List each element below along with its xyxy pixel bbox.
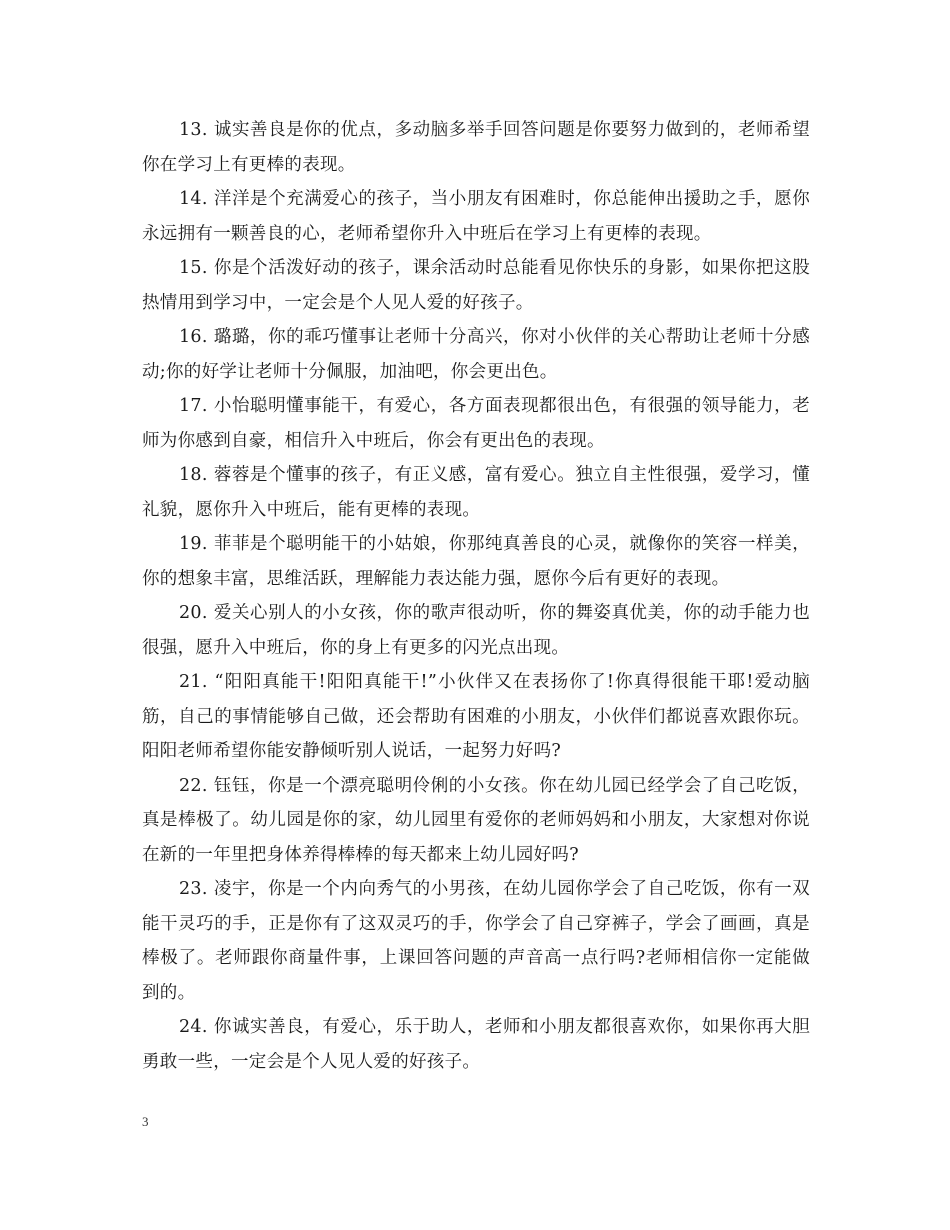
paragraph-13: 13. 诚实善良是你的优点，多动脑多举手回答问题是你要努力做到的，老师希望你在学习上有更棒的表现。 xyxy=(142,120,810,175)
paragraph-23: 23. 凌宇，你是一个内向秀气的小男孩，在幼儿园你学会了自己吃饭，你有一双能干灵巧的手，正是你有了这双灵巧的手，你学会了自己穿裤子，学会了画画，真是棒极了。老师跟你商量件事，上课回答问题的声音高一点行吗?老师相信你一定能做到的。 xyxy=(142,879,810,1003)
paragraph-14: 14. 洋洋是个充满爱心的孩子，当小朋友有困难时，你总能伸出援助之手，愿你永远拥有一颗善良的心，老师希望你升入中班后在学习上有更棒的表现。 xyxy=(142,189,810,244)
paragraph-15: 15. 你是个活泼好动的孩子，课余活动时总能看见你快乐的身影，如果你把这股热情用到学习中，一定会是个人见人爱的好孩子。 xyxy=(142,258,810,313)
paragraph-19: 19. 菲菲是个聪明能干的小姑娘，你那纯真善良的心灵，就像你的笑容一样美，你的想象丰富，思维活跃，理解能力表达能力强，愿你今后有更好的表现。 xyxy=(142,534,810,589)
paragraph-22: 22. 钰钰，你是一个漂亮聪明伶俐的小女孩。你在幼儿园已经学会了自己吃饭，真是棒极了。幼儿园是你的家，幼儿园里有爱你的老师妈妈和小朋友，大家想对你说在新的一年里把身体养得棒棒的每天都来上幼儿园好吗? xyxy=(142,775,810,865)
page-number: 3 xyxy=(142,1114,149,1129)
paragraph-24: 24. 你诚实善良，有爱心，乐于助人，老师和小朋友都很喜欢你，如果你再大胆勇敢一些，一定会是个人见人爱的好孩子。 xyxy=(142,1017,810,1072)
paragraph-16: 16. 璐璐，你的乖巧懂事让老师十分高兴，你对小伙伴的关心帮助让老师十分感动;你的好学让老师十分佩服，加油吧，你会更出色。 xyxy=(142,327,810,382)
paragraph-18: 18. 蓉蓉是个懂事的孩子，有正义感，富有爱心。独立自主性很强，爱学习，懂礼貌，愿你升入中班后，能有更棒的表现。 xyxy=(142,465,810,520)
document-body xyxy=(142,113,810,1079)
paragraph-17: 17. 小怡聪明懂事能干，有爱心，各方面表现都很出色，有很强的领导能力，老师为你感到自豪，相信升入中班后，你会有更出色的表现。 xyxy=(142,396,810,451)
paragraph-20: 20. 爱关心别人的小女孩，你的歌声很动听，你的舞姿真优美，你的动手能力也很强，愿升入中班后，你的身上有更多的闪光点出现。 xyxy=(142,603,810,658)
paragraph-21: 21. “阳阳真能干!阳阳真能干!”小伙伴又在表扬你了!你真得很能干耶!爱动脑筋，自己的事情能够自己做，还会帮助有困难的小朋友，小伙伴们都说喜欢跟你玩。阳阳老师希望你能安静倾听别人说话，一起努力好吗? xyxy=(142,672,810,761)
